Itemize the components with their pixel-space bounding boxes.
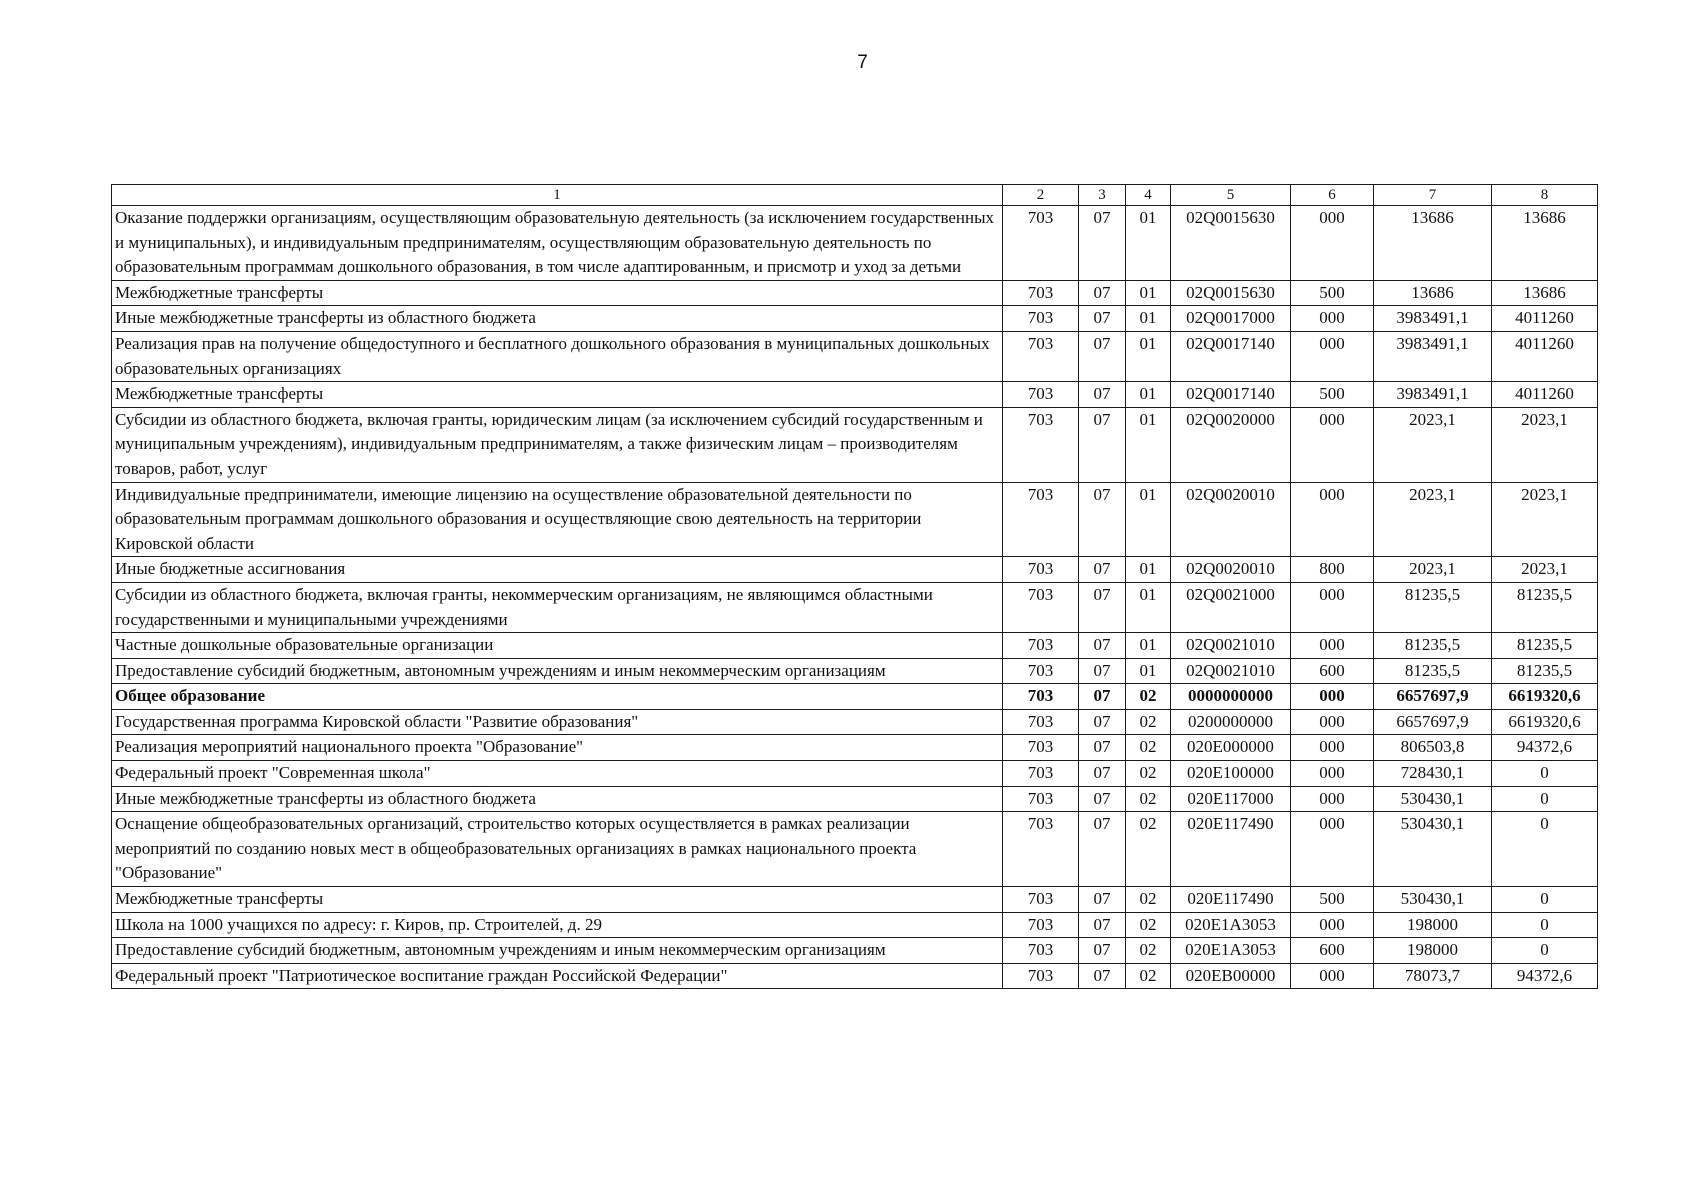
cell-amount-year-2: 13686 [1492, 280, 1598, 306]
cell-code-target: 02Q0017140 [1171, 331, 1291, 381]
cell-code-section: 07 [1079, 812, 1126, 887]
table-row [112, 709, 1598, 735]
cell-amount-year-2: 81235,5 [1492, 582, 1598, 632]
cell-amount-year-1: 728430,1 [1374, 761, 1492, 787]
cell-code-subsection: 01 [1126, 382, 1171, 408]
cell-name: Субсидии из областного бюджета, включая гранты, юридическим лицам (за исключением субсидий государственным и муниципальным учреждениям), индивидуальным предпринимателям, а также физическим лицам – производителям товаров, работ, услуг [112, 407, 1003, 482]
cell-code-section: 07 [1079, 887, 1126, 913]
cell-amount-year-2: 94372,6 [1492, 963, 1598, 989]
cell-code-ministry: 703 [1003, 206, 1079, 281]
table-row [112, 938, 1598, 964]
cell-code-section: 07 [1079, 306, 1126, 332]
cell-code-target: 02Q0020000 [1171, 407, 1291, 482]
cell-name: Межбюджетные трансферты [112, 887, 1003, 913]
cell-code-subsection: 02 [1126, 887, 1171, 913]
cell-code-subsection: 02 [1126, 684, 1171, 710]
cell-amount-year-2: 2023,1 [1492, 557, 1598, 583]
cell-amount-year-1: 81235,5 [1374, 582, 1492, 632]
cell-code-target: 02Q0021000 [1171, 582, 1291, 632]
cell-amount-year-2: 0 [1492, 912, 1598, 938]
cell-name: Субсидии из областного бюджета, включая гранты, некоммерческим организациям, не являющимся областными государственными и муниципальными учреждениями [112, 582, 1003, 632]
cell-code-expense-type: 000 [1291, 963, 1374, 989]
cell-code-target: 020E1A3053 [1171, 938, 1291, 964]
cell-amount-year-1: 78073,7 [1374, 963, 1492, 989]
cell-amount-year-1: 198000 [1374, 938, 1492, 964]
cell-code-ministry: 703 [1003, 735, 1079, 761]
cell-code-section: 07 [1079, 709, 1126, 735]
cell-code-section: 07 [1079, 786, 1126, 812]
cell-code-expense-type: 500 [1291, 887, 1374, 913]
table-row [112, 633, 1598, 659]
cell-code-ministry: 703 [1003, 887, 1079, 913]
table-row [112, 887, 1598, 913]
cell-code-ministry: 703 [1003, 306, 1079, 332]
cell-amount-year-2: 13686 [1492, 206, 1598, 281]
table-row [112, 206, 1598, 281]
cell-code-expense-type: 000 [1291, 761, 1374, 787]
cell-name: Оказание поддержки организациям, осуществляющим образовательную деятельность (за исключением государственных и муниципальных), и индивидуальным предпринимателям, осуществляющим образовательную деятельность по образовательным программам дошкольного образования, в том числе адаптированным, и присмотр и уход за детьми [112, 206, 1003, 281]
cell-code-section: 07 [1079, 735, 1126, 761]
cell-code-section: 07 [1079, 482, 1126, 557]
cell-code-expense-type: 000 [1291, 912, 1374, 938]
cell-code-ministry: 703 [1003, 407, 1079, 482]
cell-name: Федеральный проект "Патриотическое воспитание граждан Российской Федерации" [112, 963, 1003, 989]
column-header-6: 6 [1291, 185, 1374, 206]
cell-code-expense-type: 000 [1291, 812, 1374, 887]
cell-code-ministry: 703 [1003, 331, 1079, 381]
cell-code-expense-type: 000 [1291, 582, 1374, 632]
cell-code-ministry: 703 [1003, 812, 1079, 887]
cell-amount-year-2: 0 [1492, 761, 1598, 787]
cell-code-ministry: 703 [1003, 786, 1079, 812]
cell-code-target: 020E117490 [1171, 812, 1291, 887]
cell-name: Общее образование [112, 684, 1003, 710]
cell-code-target: 02Q0015630 [1171, 280, 1291, 306]
cell-amount-year-2: 6619320,6 [1492, 709, 1598, 735]
cell-code-subsection: 02 [1126, 912, 1171, 938]
table-body [112, 206, 1598, 989]
cell-name: Межбюджетные трансферты [112, 280, 1003, 306]
cell-code-ministry: 703 [1003, 280, 1079, 306]
cell-code-target: 020E117000 [1171, 786, 1291, 812]
cell-amount-year-1: 6657697,9 [1374, 684, 1492, 710]
cell-code-expense-type: 500 [1291, 382, 1374, 408]
cell-code-target: 020E100000 [1171, 761, 1291, 787]
cell-code-expense-type: 000 [1291, 407, 1374, 482]
cell-name: Реализация прав на получение общедоступного и бесплатного дошкольного образования в муниципальных дошкольных образовательных организациях [112, 331, 1003, 381]
cell-amount-year-1: 198000 [1374, 912, 1492, 938]
cell-code-ministry: 703 [1003, 761, 1079, 787]
cell-code-section: 07 [1079, 912, 1126, 938]
table-row [112, 963, 1598, 989]
cell-code-section: 07 [1079, 938, 1126, 964]
table-row [112, 684, 1598, 710]
cell-code-ministry: 703 [1003, 938, 1079, 964]
cell-code-ministry: 703 [1003, 709, 1079, 735]
cell-amount-year-1: 806503,8 [1374, 735, 1492, 761]
cell-amount-year-2: 4011260 [1492, 382, 1598, 408]
cell-code-expense-type: 000 [1291, 709, 1374, 735]
cell-name: Государственная программа Кировской области "Развитие образования" [112, 709, 1003, 735]
column-header-3: 3 [1079, 185, 1126, 206]
cell-amount-year-1: 530430,1 [1374, 812, 1492, 887]
cell-code-section: 07 [1079, 633, 1126, 659]
cell-code-subsection: 01 [1126, 306, 1171, 332]
cell-code-subsection: 02 [1126, 963, 1171, 989]
cell-code-expense-type: 000 [1291, 786, 1374, 812]
cell-code-subsection: 02 [1126, 761, 1171, 787]
table-row [112, 786, 1598, 812]
table-row [112, 407, 1598, 482]
cell-code-expense-type: 800 [1291, 557, 1374, 583]
cell-code-subsection: 01 [1126, 482, 1171, 557]
cell-name: Иные межбюджетные трансферты из областного бюджета [112, 786, 1003, 812]
cell-amount-year-1: 6657697,9 [1374, 709, 1492, 735]
cell-amount-year-2: 6619320,6 [1492, 684, 1598, 710]
column-header-8: 8 [1492, 185, 1598, 206]
cell-amount-year-2: 0 [1492, 786, 1598, 812]
column-header-2: 2 [1003, 185, 1079, 206]
cell-code-subsection: 02 [1126, 709, 1171, 735]
table-row [112, 557, 1598, 583]
cell-code-expense-type: 000 [1291, 735, 1374, 761]
cell-code-subsection: 01 [1126, 280, 1171, 306]
cell-name: Частные дошкольные образовательные организации [112, 633, 1003, 659]
column-header-7: 7 [1374, 185, 1492, 206]
table-row [112, 812, 1598, 887]
cell-amount-year-2: 94372,6 [1492, 735, 1598, 761]
cell-code-ministry: 703 [1003, 382, 1079, 408]
table-row [112, 306, 1598, 332]
cell-code-target: 020E1A3053 [1171, 912, 1291, 938]
table-row [112, 735, 1598, 761]
cell-amount-year-1: 2023,1 [1374, 482, 1492, 557]
table-row [112, 382, 1598, 408]
cell-code-section: 07 [1079, 382, 1126, 408]
cell-name: Федеральный проект "Современная школа" [112, 761, 1003, 787]
cell-amount-year-2: 2023,1 [1492, 482, 1598, 557]
cell-code-ministry: 703 [1003, 684, 1079, 710]
cell-amount-year-1: 530430,1 [1374, 786, 1492, 812]
cell-code-target: 02Q0015630 [1171, 206, 1291, 281]
cell-amount-year-1: 81235,5 [1374, 633, 1492, 659]
cell-code-section: 07 [1079, 280, 1126, 306]
table-row [112, 658, 1598, 684]
cell-amount-year-1: 3983491,1 [1374, 382, 1492, 408]
cell-code-section: 07 [1079, 557, 1126, 583]
cell-amount-year-1: 2023,1 [1374, 407, 1492, 482]
cell-code-ministry: 703 [1003, 963, 1079, 989]
cell-amount-year-1: 530430,1 [1374, 887, 1492, 913]
cell-code-target: 02Q0021010 [1171, 633, 1291, 659]
cell-code-expense-type: 500 [1291, 280, 1374, 306]
cell-amount-year-2: 81235,5 [1492, 633, 1598, 659]
table-row [112, 482, 1598, 557]
cell-code-ministry: 703 [1003, 557, 1079, 583]
cell-amount-year-2: 0 [1492, 887, 1598, 913]
cell-code-subsection: 01 [1126, 658, 1171, 684]
cell-name: Иные бюджетные ассигнования [112, 557, 1003, 583]
page-number: 7 [857, 52, 868, 73]
cell-code-section: 07 [1079, 761, 1126, 787]
cell-code-expense-type: 000 [1291, 306, 1374, 332]
cell-code-expense-type: 000 [1291, 331, 1374, 381]
cell-code-expense-type: 600 [1291, 938, 1374, 964]
cell-code-expense-type: 000 [1291, 633, 1374, 659]
cell-amount-year-1: 13686 [1374, 206, 1492, 281]
cell-code-target: 020E000000 [1171, 735, 1291, 761]
cell-name: Предоставление субсидий бюджетным, автономным учреждениям и иным некоммерческим организациям [112, 658, 1003, 684]
cell-code-subsection: 01 [1126, 407, 1171, 482]
cell-code-subsection: 01 [1126, 331, 1171, 381]
cell-code-section: 07 [1079, 407, 1126, 482]
cell-code-expense-type: 000 [1291, 482, 1374, 557]
cell-code-target: 0000000000 [1171, 684, 1291, 710]
cell-code-subsection: 02 [1126, 938, 1171, 964]
table-header-row [112, 185, 1598, 206]
cell-code-expense-type: 000 [1291, 206, 1374, 281]
table-row [112, 331, 1598, 381]
cell-code-subsection: 02 [1126, 812, 1171, 887]
cell-code-target: 02Q0021010 [1171, 658, 1291, 684]
table-row [112, 582, 1598, 632]
column-header-1: 1 [112, 185, 1003, 206]
column-header-5: 5 [1171, 185, 1291, 206]
cell-amount-year-2: 0 [1492, 938, 1598, 964]
cell-code-ministry: 703 [1003, 482, 1079, 557]
cell-name: Иные межбюджетные трансферты из областного бюджета [112, 306, 1003, 332]
cell-code-subsection: 01 [1126, 206, 1171, 281]
column-header-4: 4 [1126, 185, 1171, 206]
cell-code-subsection: 02 [1126, 735, 1171, 761]
cell-code-subsection: 02 [1126, 786, 1171, 812]
cell-code-section: 07 [1079, 206, 1126, 281]
cell-code-expense-type: 000 [1291, 684, 1374, 710]
table-row [112, 761, 1598, 787]
cell-amount-year-1: 13686 [1374, 280, 1492, 306]
cell-code-target: 020EB00000 [1171, 963, 1291, 989]
cell-code-ministry: 703 [1003, 633, 1079, 659]
cell-amount-year-2: 0 [1492, 812, 1598, 887]
cell-code-subsection: 01 [1126, 582, 1171, 632]
cell-amount-year-2: 81235,5 [1492, 658, 1598, 684]
cell-amount-year-1: 2023,1 [1374, 557, 1492, 583]
cell-name: Межбюджетные трансферты [112, 382, 1003, 408]
cell-code-section: 07 [1079, 331, 1126, 381]
table-row [112, 912, 1598, 938]
cell-code-ministry: 703 [1003, 658, 1079, 684]
cell-name: Оснащение общеобразовательных организаций, строительство которых осуществляется в рамках реализации мероприятий по созданию новых мест в общеобразовательных организациях в рамках национального проекта "Образование" [112, 812, 1003, 887]
cell-code-ministry: 703 [1003, 582, 1079, 632]
budget-table [111, 184, 1598, 989]
cell-code-target: 02Q0017000 [1171, 306, 1291, 332]
cell-code-subsection: 01 [1126, 557, 1171, 583]
cell-code-target: 02Q0017140 [1171, 382, 1291, 408]
cell-amount-year-1: 3983491,1 [1374, 331, 1492, 381]
cell-amount-year-1: 81235,5 [1374, 658, 1492, 684]
cell-code-subsection: 01 [1126, 633, 1171, 659]
cell-name: Индивидуальные предприниматели, имеющие лицензию на осуществление образовательной деятельности по образовательным программам дошкольного образования и осуществляющие свою деятельность на территории Кировской области [112, 482, 1003, 557]
cell-code-section: 07 [1079, 684, 1126, 710]
cell-name: Предоставление субсидий бюджетным, автономным учреждениям и иным некоммерческим организациям [112, 938, 1003, 964]
cell-name: Реализация мероприятий национального проекта "Образование" [112, 735, 1003, 761]
cell-amount-year-1: 3983491,1 [1374, 306, 1492, 332]
cell-name: Школа на 1000 учащихся по адресу: г. Киров, пр. Строителей, д. 29 [112, 912, 1003, 938]
cell-code-ministry: 703 [1003, 912, 1079, 938]
cell-amount-year-2: 2023,1 [1492, 407, 1598, 482]
cell-code-expense-type: 600 [1291, 658, 1374, 684]
table-row [112, 280, 1598, 306]
cell-code-target: 0200000000 [1171, 709, 1291, 735]
cell-amount-year-2: 4011260 [1492, 306, 1598, 332]
cell-code-target: 020E117490 [1171, 887, 1291, 913]
cell-code-section: 07 [1079, 963, 1126, 989]
cell-amount-year-2: 4011260 [1492, 331, 1598, 381]
cell-code-section: 07 [1079, 582, 1126, 632]
cell-code-target: 02Q0020010 [1171, 557, 1291, 583]
cell-code-target: 02Q0020010 [1171, 482, 1291, 557]
cell-code-section: 07 [1079, 658, 1126, 684]
